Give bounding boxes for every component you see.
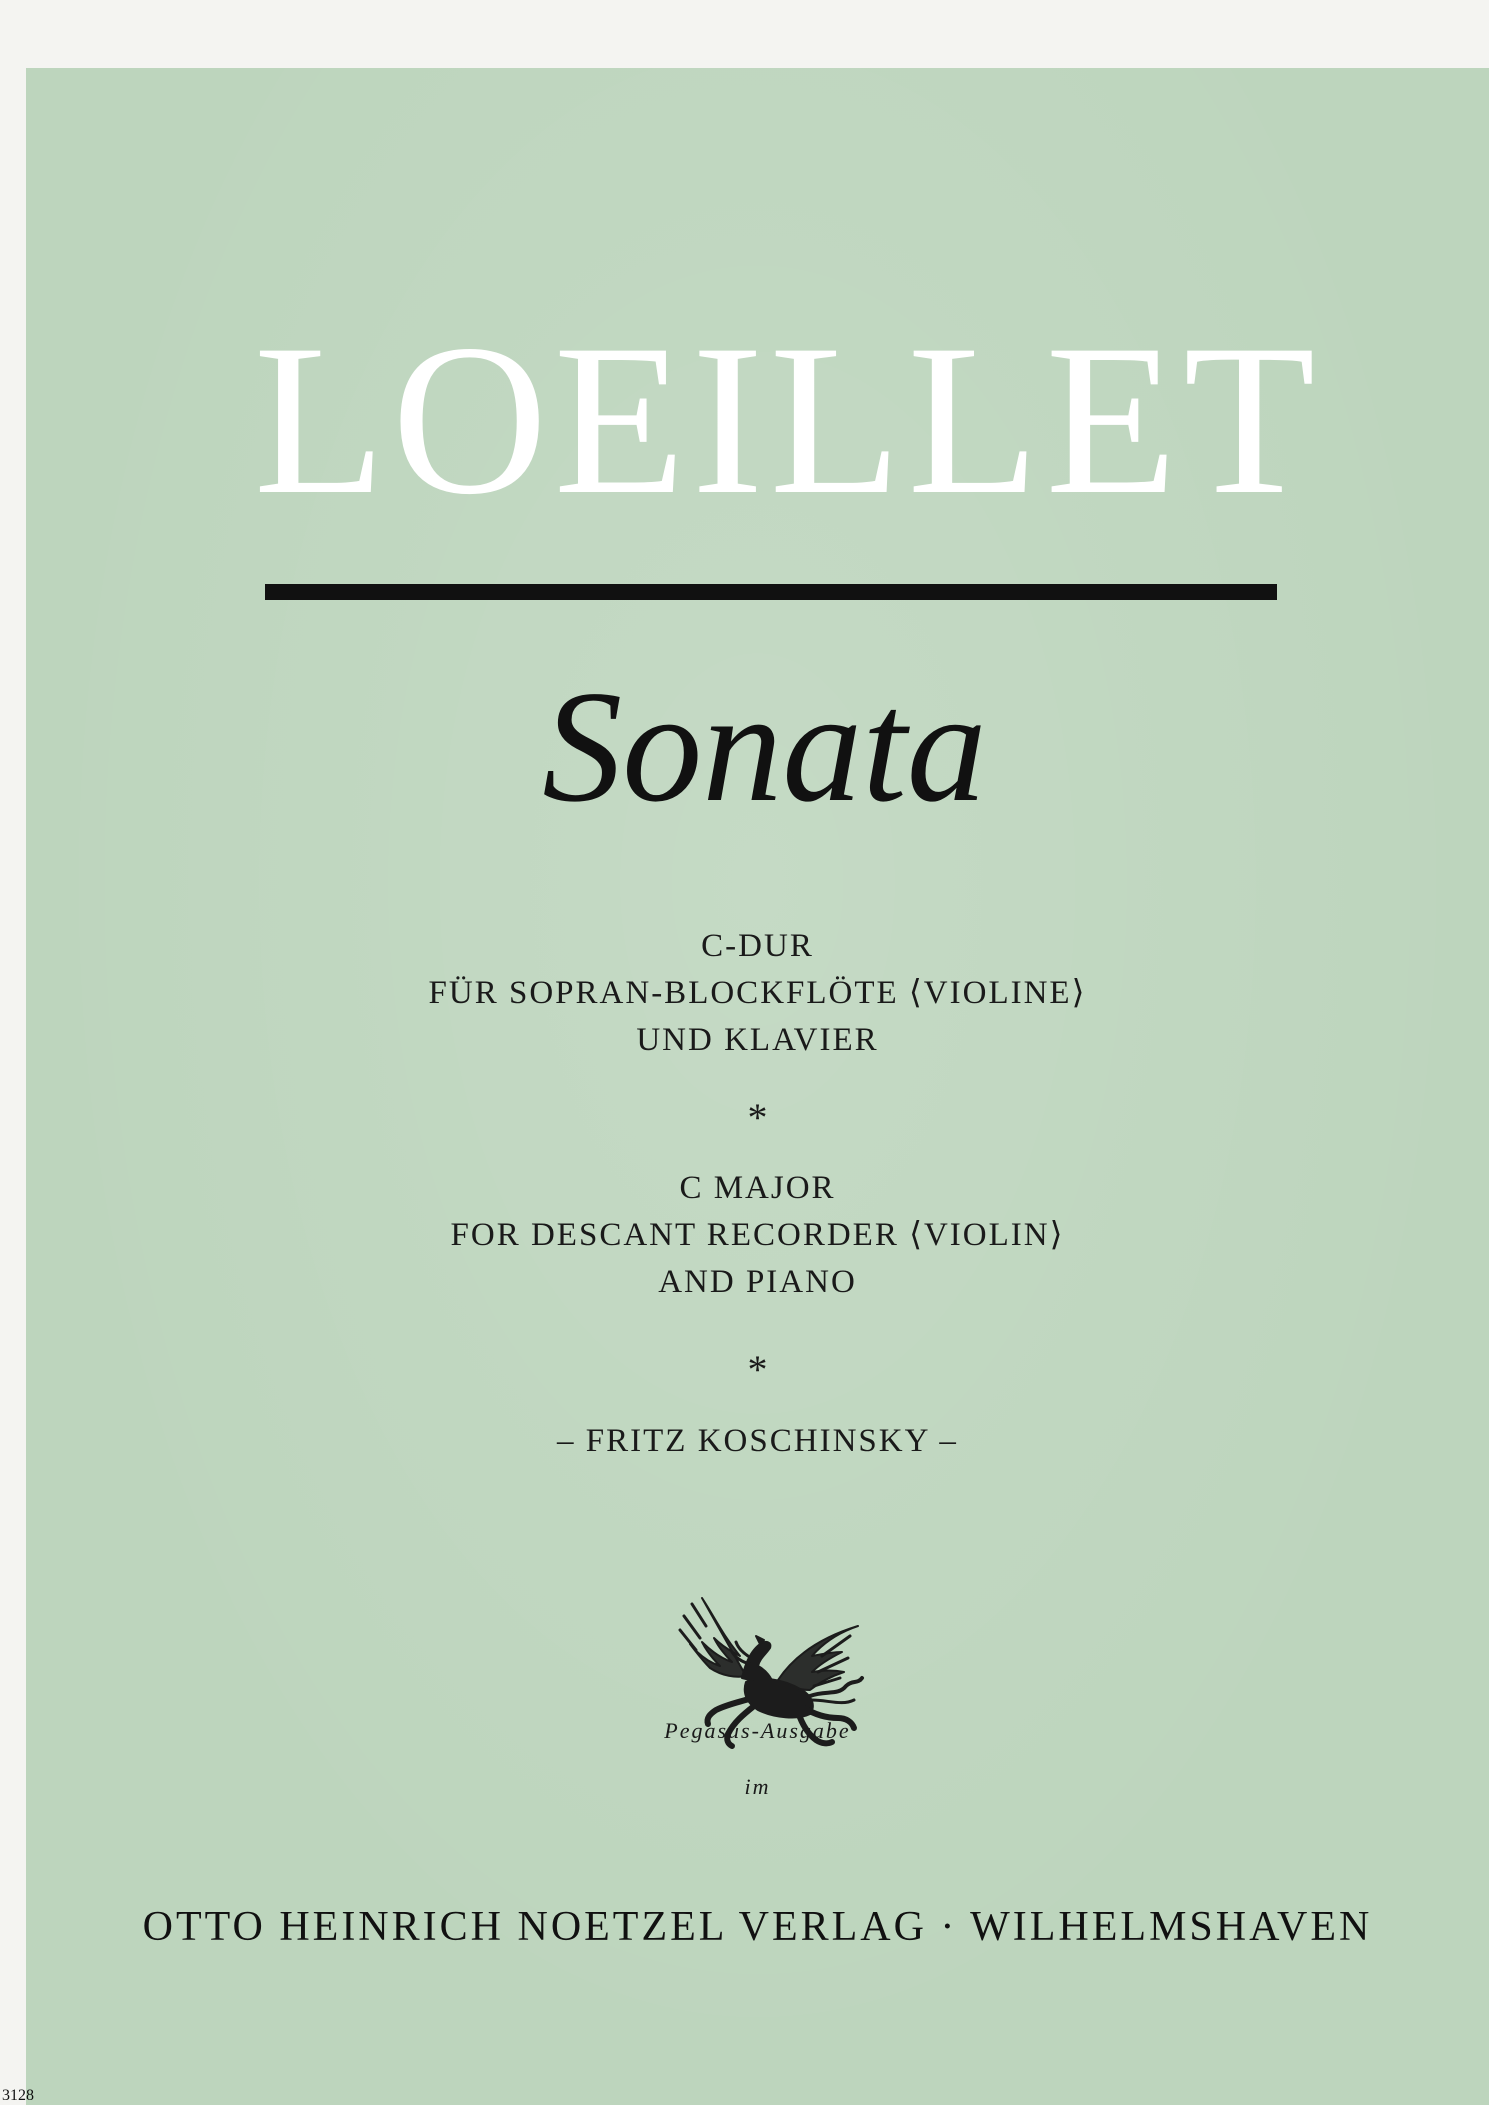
separator-asterisk-2: * — [747, 1347, 768, 1392]
separator-asterisk-1: * — [747, 1095, 768, 1140]
cover-panel — [26, 68, 1489, 2105]
series-name: Pegasus-Ausgabe — [664, 1718, 851, 1743]
work-title: Sonata — [542, 657, 987, 835]
english-piano-line: AND PIANO — [658, 1264, 857, 1300]
english-instrument-line: FOR DESCANT RECORDER ⟨VIOLIN⟩ — [450, 1217, 1065, 1253]
publisher-line: OTTO HEINRICH NOETZEL VERLAG · WILHELMSHAVEN — [142, 1904, 1373, 1950]
german-key: C-DUR — [701, 928, 814, 964]
german-instrument-line: FÜR SOPRAN-BLOCKFLÖTE ⟨VIOLINE⟩ — [428, 975, 1087, 1011]
english-key: C MAJOR — [679, 1170, 836, 1206]
im-connector: im — [744, 1774, 771, 1799]
title-divider-rule — [265, 584, 1277, 600]
catalog-number: 3128 — [2, 2087, 34, 2104]
german-piano-line: UND KLAVIER — [636, 1022, 879, 1058]
editor-name: – FRITZ KOSCHINSKY – — [557, 1423, 958, 1459]
composer-name: LOEILLET — [253, 300, 1322, 539]
